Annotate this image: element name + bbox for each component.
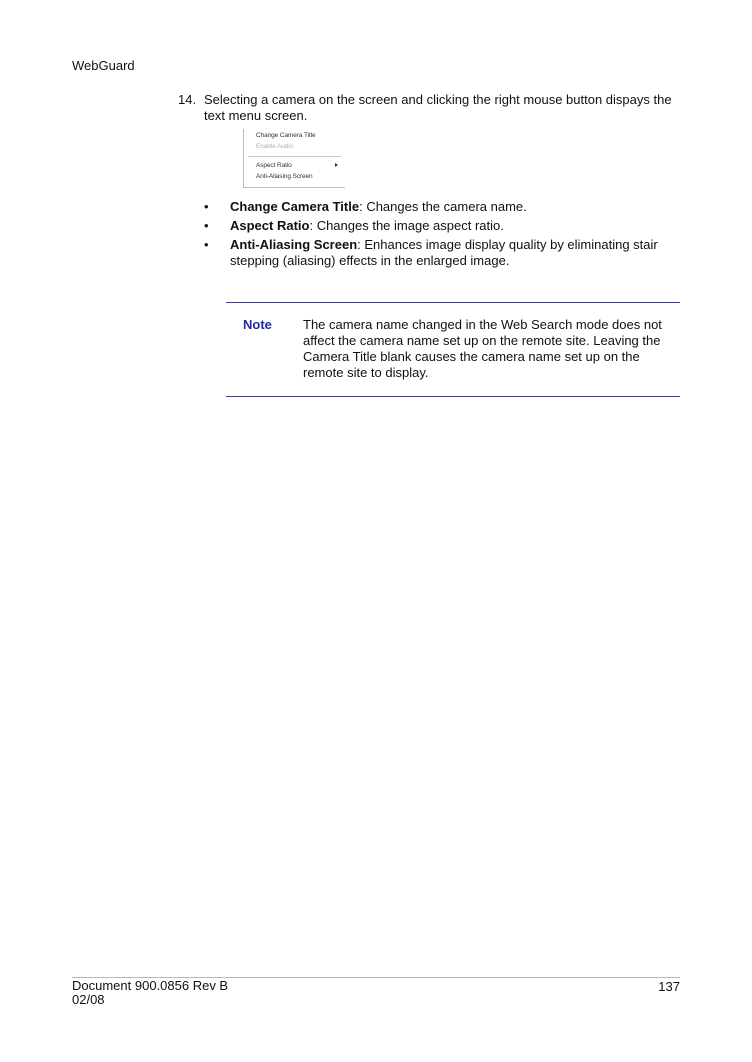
list-item <box>204 218 674 234</box>
bullet-icon: • <box>204 237 209 252</box>
note-top-rule <box>226 302 680 303</box>
footer-doc-number: Document 900.0856 Rev B <box>72 978 229 993</box>
menu-item-enable-audio: Enable Audio <box>256 143 294 150</box>
page-number: 137 <box>658 979 680 994</box>
list-item-desc: : Changes the camera name. <box>359 199 527 214</box>
list-item-desc: : Enhances image display quality by eliminating stair stepping (aliasing) effects in the enlarged image. <box>230 237 658 268</box>
list-item <box>204 237 674 269</box>
context-menu-image <box>243 129 345 188</box>
list-item-desc: : Changes the image aspect ratio. <box>309 218 504 233</box>
step-number: 14. <box>178 92 197 107</box>
menu-item-change-camera-title: Change Camera Title <box>256 132 316 139</box>
note-label: Note <box>243 317 272 332</box>
list-item <box>204 199 674 215</box>
list-item-term: Change Camera Title <box>230 199 360 214</box>
note-bottom-rule <box>226 396 680 397</box>
footer-document-info <box>72 979 228 1007</box>
submenu-arrow-icon <box>335 163 338 167</box>
step-text: Selecting a camera on the screen and clicking the right mouse button dispays the text menu screen. <box>204 92 672 123</box>
footer-date: 02/08 <box>72 992 105 1007</box>
note-text: The camera name changed in the Web Search mode does not affect the camera name set up on the remote site. Leaving the Camera Title blank causes the camera name set up on the remote site to display. <box>303 317 662 380</box>
menu-separator <box>248 156 341 157</box>
feature-list <box>204 199 674 272</box>
list-item-term: Aspect Ratio <box>230 218 310 233</box>
bullet-icon: • <box>204 199 209 214</box>
list-item-term: Anti-Aliasing Screen <box>230 237 358 252</box>
bullet-icon: • <box>204 218 209 233</box>
menu-item-aspect-ratio: Aspect Ratio <box>256 162 292 169</box>
running-header: WebGuard <box>72 58 135 73</box>
menu-item-anti-aliasing-screen: Anti-Aliasing Screen <box>256 173 313 180</box>
step-14 <box>178 92 683 124</box>
